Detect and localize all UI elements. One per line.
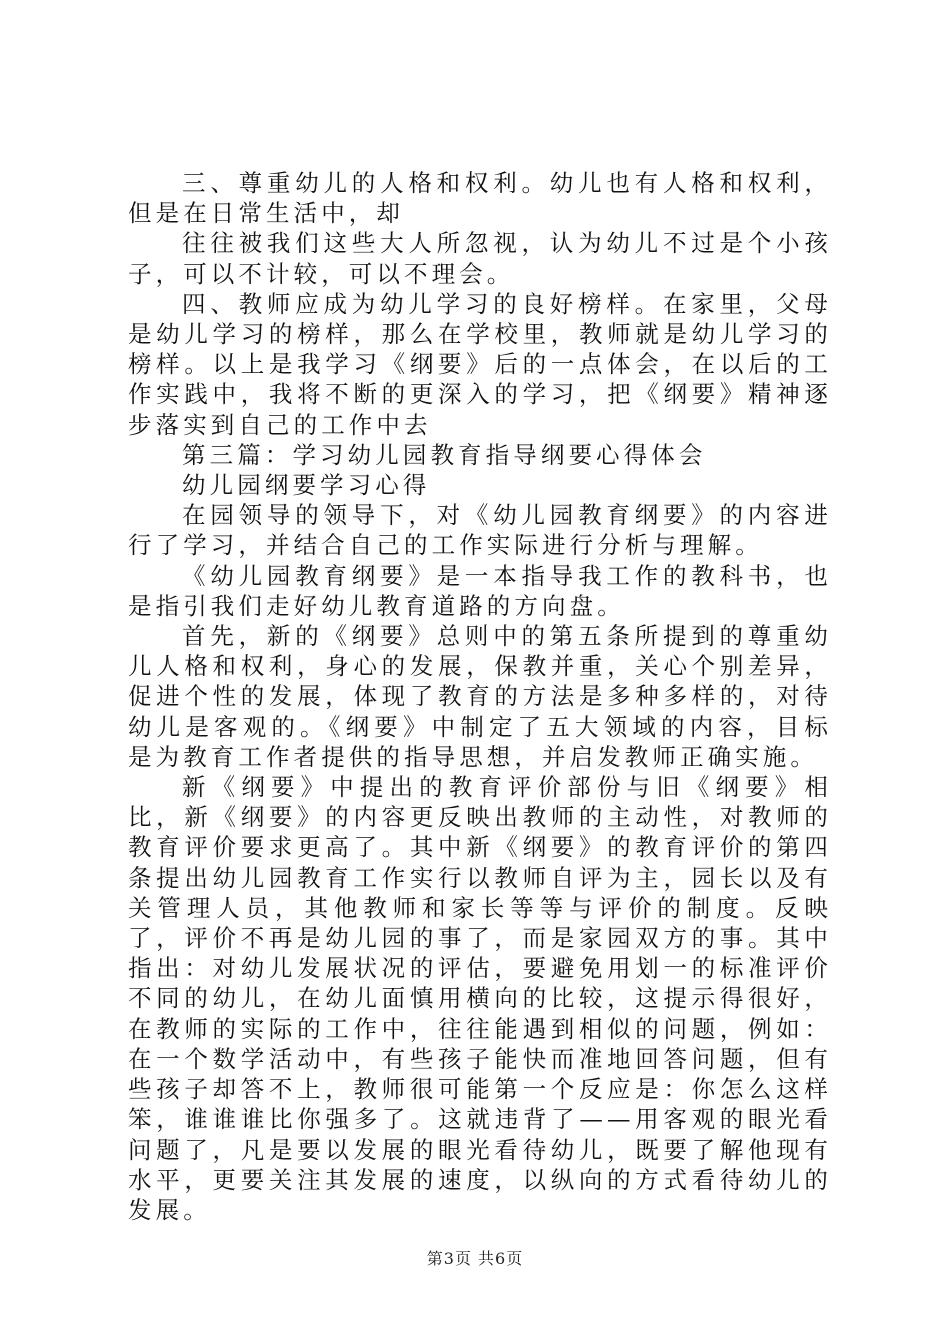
paragraph-3: 四、教师应成为幼儿学习的良好榜样。在家里，父母是幼儿学习的榜样，那么在学校里，教师就是幼儿学习的榜样。以上是我学习《纲要》后的一点体会，在以后的工作实践中，我将不断的更深入的学习，把《纲要》精神逐步落实到自己的工作中去: [128, 289, 832, 439]
section-subtitle: 幼儿园纲要学习心得: [182, 471, 431, 500]
paragraph-9: 新《纲要》中提出的教育评价部份与旧《纲要》相比，新《纲要》的内容更反映出教师的主动性，对教师的教育评价要求更高了。其中新《纲要》的教育评价的第四条提出幼儿园教育工作实行以教师自评为主，园长以及有关管理人员，其他教师和家长等等与评价的制度。反映了，评价不再是幼儿园的事了，而是家园双方的事。其中指出：对幼儿发展状况的评估，要避免用划一的标准评价不同的幼儿，在幼儿面慎用横向的比较，这提示得很好，在教师的实际的工作中，往往能遇到相似的问题，例如：在一个数学活动中，有些孩子能快而准地回答问题，但有些孩子却答不上，教师很可能第一个反应是：你怎么这样笨，谁谁谁比你强多了。这就违背了——用客观的眼光看问题了，凡是要以发展的眼光看待幼儿，既要了解他现有水平，更要关注其发展的速度，以纵向的方式看待幼儿的发展。: [128, 773, 832, 1224]
paragraph-8: 首先，新的《纲要》总则中的第五条所提到的尊重幼儿人格和权利，身心的发展，保教并重，关心个别差异，促进个性的发展，体现了教育的方法是多种多样的，对待幼儿是客观的。《纲要》中制定了五大领域的内容，目标是为教育工作者提供的指导思想，并启发教师正确实施。: [128, 622, 832, 771]
paragraph-7: 《幼儿园教育纲要》是一本指导我工作的教科书，也是指引我们走好幼儿教育道路的方向盘。: [128, 561, 832, 620]
paragraph-2: 往往被我们这些大人所忽视，认为幼儿不过是个小孩子，可以不计较，可以不理会。: [128, 229, 832, 288]
paragraph-6: 在园领导的领导下，对《幼儿园教育纲要》的内容进行了学习，并结合自己的工作实际进行分析与理解。: [128, 501, 832, 560]
paragraph-1: 三、尊重幼儿的人格和权利。幼儿也有人格和权利，但是在日常生活中，却: [128, 169, 832, 228]
document-body: [128, 168, 832, 1225]
page-number-footer: 第3页 共6页: [426, 1249, 524, 1268]
section-heading: 第三篇：学习幼儿园教育指导纲要心得体会: [182, 440, 707, 469]
